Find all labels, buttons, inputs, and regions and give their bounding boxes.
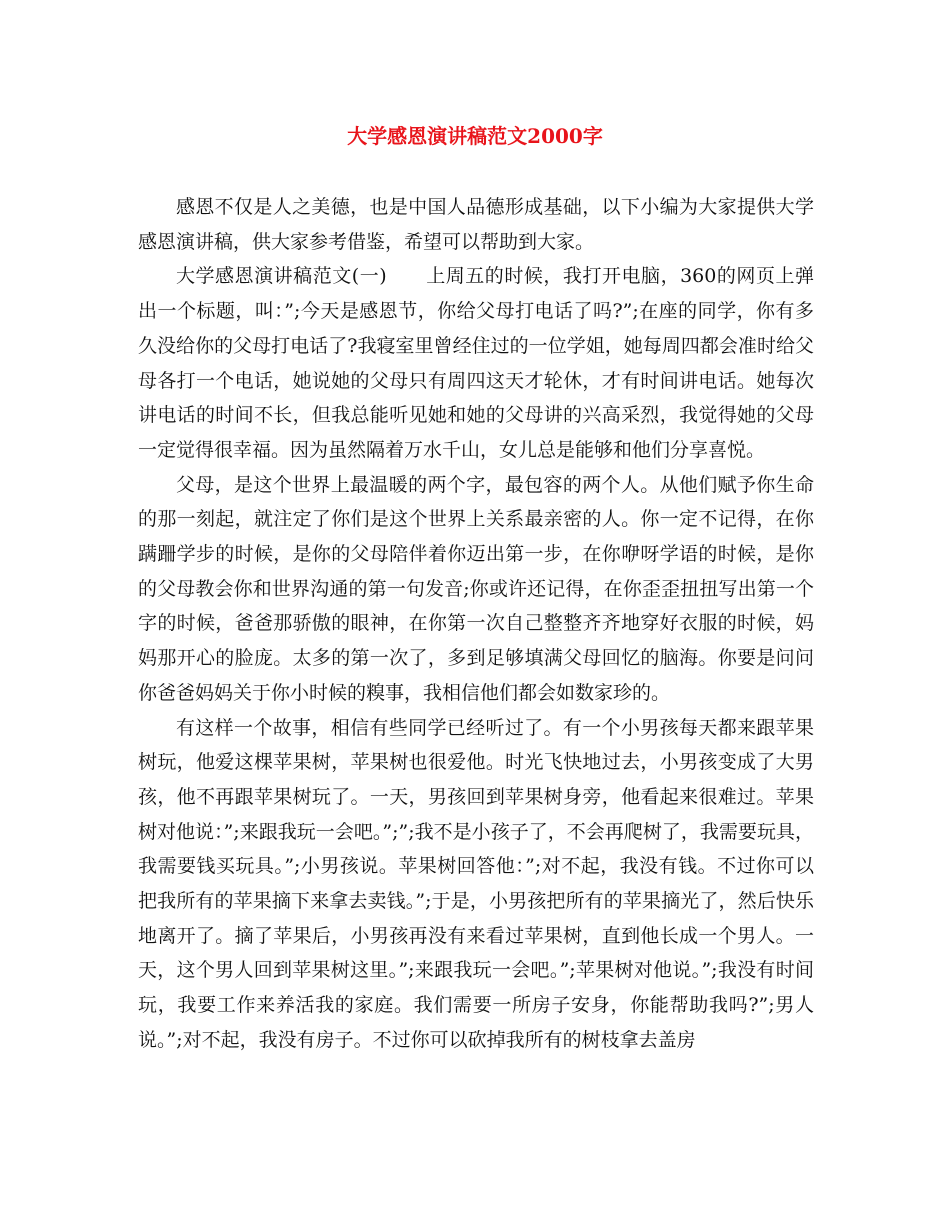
document-title: 大学感恩演讲稿范文2000字 (347, 124, 603, 148)
paragraph-apple-tree-story: 有这样一个故事，相信有些同学已经听过了。有一个小男孩每天都来跟苹果树玩，他爱这棵苹果树，苹果树也很爱他。时光飞快地过去，小男孩变成了大男孩，他不再跟苹果树玩了。一天，男孩回到苹果树身旁，他看起来很难过。苹果树对他说：”;来跟我玩一会吧。”;”;我不是小孩子了，不会再爬树了，我需要玩具，我需要钱买玩具。”;小男孩说。苹果树回答他：”;对不起，我没有钱。不过你可以把我所有的苹果摘下来拿去卖钱。”;于是，小男孩把所有的苹果摘光了，然后快乐地离开了。摘了苹果后，小男孩再没有来看过苹果树，直到他长成一个男人。一天，这个男人回到苹果树这里。”;来跟我玩一会吧。”;苹果树对他说。”;我没有时间玩，我要工作来养活我的家庭。我们需要一所房子安身，你能帮助我吗?”;男人说。”;对不起，我没有房子。不过你可以砍掉我所有的树枝拿去盖房 (138, 716, 814, 1051)
paragraph-parents: 父母，是这个世界上最温暖的两个字，最包容的两个人。从他们赋予你生命的那一刻起，就注定了你们是这个世界上关系最亲密的人。你一定不记得，在你蹒跚学步的时候，是你的父母陪伴着你迈出第一步，在你咿呀学语的时候，是你的父母教会你和世界沟通的第一句发音;你或许还记得，在你歪歪扭扭写出第一个字的时候，爸爸那骄傲的眼神，在你第一次自己整整齐齐地穿好衣服的时候，妈妈那开心的脸庞。太多的第一次了，多到足够填满父母回忆的脑海。你要是问问你爸爸妈妈关于你小时候的糗事，我相信他们都会如数家珍的。 (138, 473, 814, 704)
document-body (138, 190, 814, 1058)
paragraph-intro: 感恩不仅是人之美德，也是中国人品德形成基础，以下小编为大家提供大学感恩演讲稿，供大家参考借鉴，希望可以帮助到大家。 (138, 196, 814, 253)
paragraph-speech-one: 大学感恩演讲稿范文(一) 上周五的时候，我打开电脑，360的网页上弹出一个标题，叫：”;今天是感恩节，你给父母打电话了吗?”;在座的同学，你有多久没给你的父母打电话了?我寝室里曾经住过的一位学姐，她每周四都会准时给父母各打一个电话，她说她的父母只有周四这天才轮休，才有时间讲电话。她每次讲电话的时间不长，但我总能听见她和她的父母讲的兴高采烈，我觉得她的父母一定觉得很幸福。因为虽然隔着万水千山，女儿总是能够和他们分享喜悦。 (138, 265, 814, 461)
